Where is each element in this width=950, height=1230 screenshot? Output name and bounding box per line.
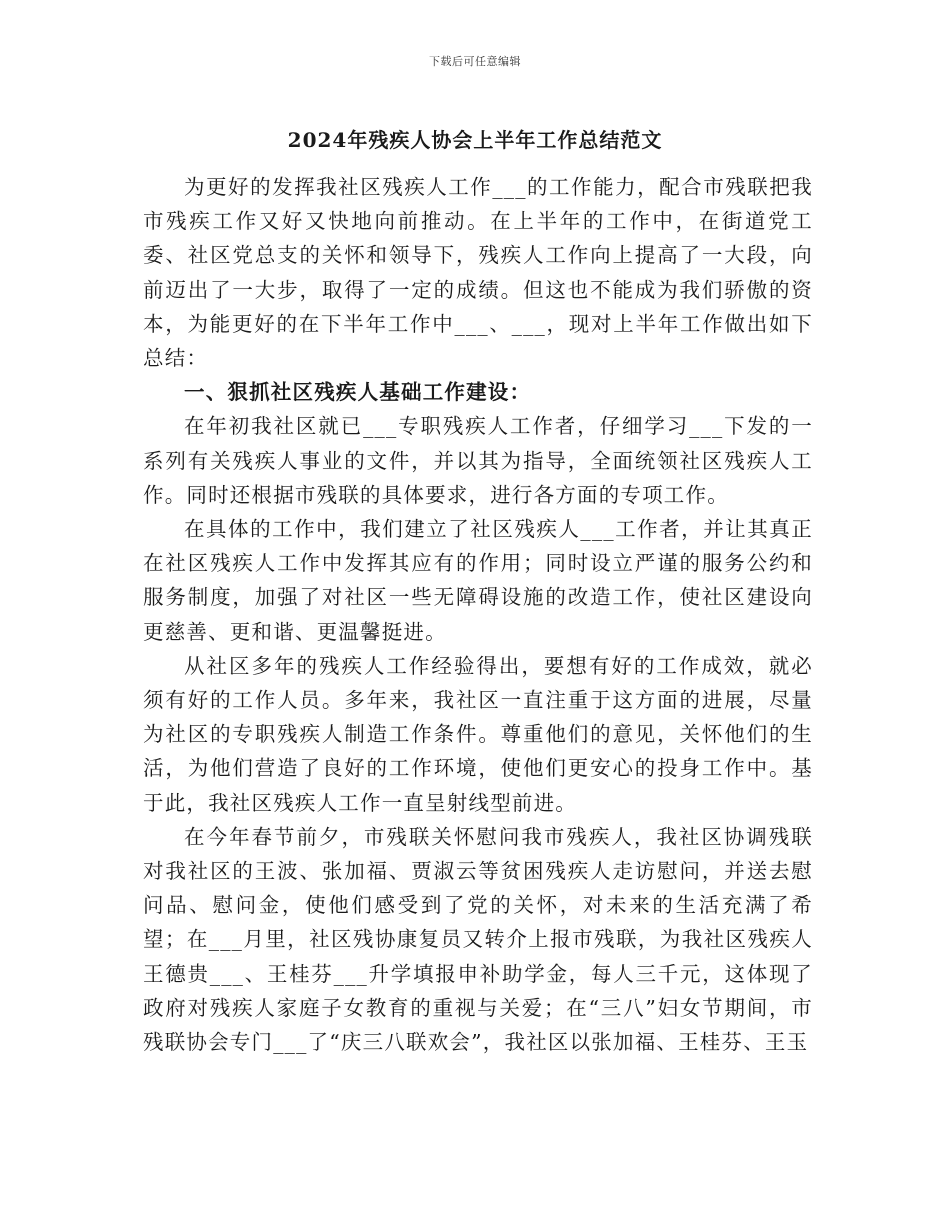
paragraph: 在今年春节前夕，市残联关怀慰问我市残疾人，我社区协调残联对我社区的王波、张加福、贾淑云等贫困残疾人走访慰问，并送去慰问品、慰问金，使他们感受到了党的关怀，对未来的生活充满了希望；在___月里，社区残协康复员又转介上报市残联，为我社区残疾人王德贵___、王桂芬___升学填报申补助学金，每人三千元，这体现了政府对残疾人家庭子女教育的重视与关爱；在“三八”妇女节期间，市残联协会专门___了“庆三八联欢会”，我社区以张加福、王桂芬、王玉 <box>143 824 813 1055</box>
document-body <box>143 170 813 1059</box>
section-heading: 一、狠抓社区残疾人基础工作建设： <box>184 380 532 405</box>
header-note: 下载后可任意编辑 <box>429 55 521 68</box>
paragraph-intro: 为更好的发挥我社区残疾人工作___的工作能力，配合市残联把我市残疾工作又好又快地向前推动。在上半年的工作中，在街道党工委、社区党总支的关怀和领导下，残疾人工作向上提高了一大段，向前迈出了一大步，取得了一定的成绩。但这也不能成为我们骄傲的资本，为能更好的在下半年工作中___、___，现对上半年工作做出如下总结： <box>143 175 813 371</box>
paragraph: 在年初我社区就已___专职残疾人工作者，仔细学习___下发的一系列有关残疾人事业的文件，并以其为指导，全面统领社区残疾人工作。同时还根据市残联的具体要求，进行各方面的专项工作。 <box>143 414 813 507</box>
paragraph: 在具体的工作中，我们建立了社区残疾人___工作者，并让其真正在社区残疾人工作中发挥其应有的作用；同时设立严谨的服务公约和服务制度，加强了对社区一些无障碍设施的改造工作，使社区建设向更慈善、更和谐、更温馨挺进。 <box>143 517 813 644</box>
document-title: 2024年残疾人协会上半年工作总结范文 <box>287 128 663 152</box>
paragraph: 从社区多年的残疾人工作经验得出，要想有好的工作成效，就必须有好的工作人员。多年来，我社区一直注重于这方面的进展，尽量为社区的专职残疾人制造工作条件。尊重他们的意见，关怀他们的生活，为他们营造了良好的工作环境，使他们更安心的投身工作中。基于此，我社区残疾人工作一直呈射线型前进。 <box>143 653 813 815</box>
